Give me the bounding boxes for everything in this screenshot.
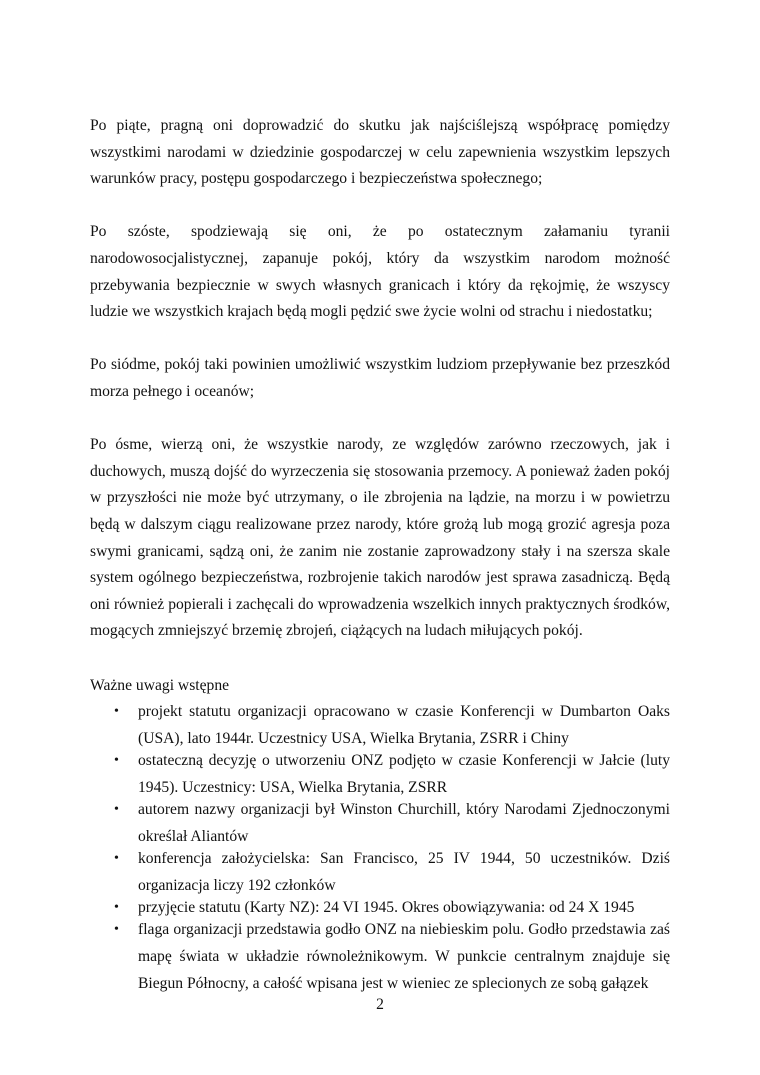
paragraph-fifth: Po piąte, pragną oni doprowadzić do skutku jak najściślejszą współpracę pomiędzy wszystkimi narodami w dziedzinie gospodarczej w celu zapewnienia wszystkim lepszych warunków pracy, postępu gospodarczego i bezpieczeństwa społecznego;	[90, 117, 670, 188]
bullet-list	[90, 698, 670, 997]
bullet-icon: •	[114, 703, 119, 719]
list-item-text: ostateczną decyzję o utworzeniu ONZ podjęto w czasie Konferencji w Jałcie (luty 1945). Uczestnicy: USA, Wielka Brytania, ZSRR	[138, 751, 670, 796]
list-item	[90, 845, 670, 899]
bullet-icon: •	[114, 899, 119, 915]
page-body	[90, 113, 670, 997]
bullet-icon: •	[114, 752, 119, 768]
list-item	[90, 916, 670, 997]
paragraph-eighth: Po ósme, wierzą oni, że wszystkie narody, ze względów zarówno rzeczowych, jak i duchowych, muszą dojść do wyrzeczenia się stosowania przemocy. A ponieważ żaden pokój w przyszłości nie może być utrzymany, o ile zbrojenia na lądzie, na morzu i w powietrzu będą w dalszym ciągu realizowane przez narody, które grożą lub mogą grozić agresja poza swymi granicami, sądzą oni, że zanim nie zostanie zaprowadzony stały i na szersza skale system ogólnego bezpieczeństwa, rozbrojenie takich narodów jest sprawa zasadniczą. Będą oni również popierali i zachęcali do wprowadzenia wszelkich innych praktycznych środków, mogących zmniejszyć brzemię zbrojeń, ciążących na ludach miłujących pokój.	[90, 436, 670, 640]
list-item	[90, 698, 670, 752]
list-item-text: autorem nazwy organizacji był Winston Churchill, który Narodami Zjednoczonymi określał Aliantów	[138, 800, 670, 845]
list-item-text: konferencja założycielska: San Francisco, 25 IV 1944, 50 uczestników. Dziś organizacja liczy 192 członków	[138, 849, 670, 894]
list-item-text: flaga organizacji przedstawia godło ONZ na niebieskim polu. Godło przedstawia zaś mapę świata w układzie równoleżnikowym. W punkcie centralnym znajduje się Biegun Północny, a całość wpisana jest w wieniec ze splecionych ze sobą gałązek	[138, 920, 670, 992]
list-item-text: projekt statutu organizacji opracowano w czasie Konferencji w Dumbarton Oaks (USA), lato 1944r. Uczestnicy USA, Wielka Brytania, ZSRR i Chiny	[138, 702, 670, 747]
page-number: 2	[376, 996, 384, 1013]
paragraph-sixth: Po szóste, spodziewają się oni, że po ostatecznym załamaniu tyranii narodowosocjalistycznej, zapanuje pokój, który da wszystkim narodom możność przebywania bezpiecznie w swych własnych granicach i który da rękojmię, że wszyscy ludzie we wszystkich krajach będą mogli pędzić swe życie wolni od strachu i niedostatku;	[90, 223, 670, 321]
bullet-icon: •	[114, 921, 119, 937]
paragraph-seventh: Po siódme, pokój taki powinien umożliwić wszystkim ludziom przepływanie bez przeszkód morza pełnego i oceanów;	[90, 356, 670, 400]
section-heading: Ważne uwagi wstępne	[90, 676, 230, 694]
list-item	[90, 747, 670, 801]
list-item-text: przyjęcie statutu (Karty NZ): 24 VI 1945. Okres obowiązywania: od 24 X 1945	[138, 898, 635, 916]
bullet-icon: •	[114, 850, 119, 866]
list-item	[90, 796, 670, 850]
bullet-icon: •	[114, 801, 119, 817]
